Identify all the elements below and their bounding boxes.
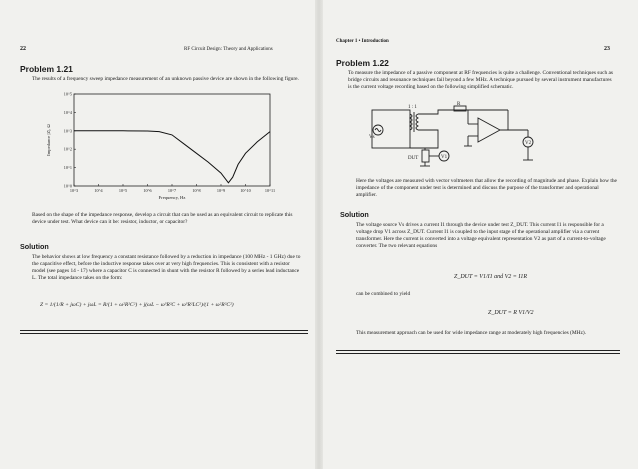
right-equation-1: Z_DUT = V1/I1 and V2 = I1R (454, 274, 527, 280)
schematic-ratio-label: 1 : 1 (408, 105, 417, 110)
x-tick-label: 10^11 (264, 188, 276, 193)
y-tick-label: 10^3 (63, 128, 72, 134)
right-after-schematic-text: Here the voltages are measured with vector voltmeters that allow the recording of magnitude and phase. Explain how the impedance of the component under test is determined and discuss the purpose of the transformer and operational amplifier. (356, 178, 617, 198)
left-equation: Z = 1/(1/R + jωC) + jωL = R/(1 + ω²R²C²) + j(ωL − ω³R²C + ω³R²LC²)/(1 + ω²R²C²) (40, 302, 234, 308)
right-footer-rule-2 (336, 353, 620, 354)
schematic-v1-label: V1 (441, 155, 448, 160)
left-footer-rule (20, 330, 308, 331)
right-solution-heading: Solution (340, 210, 369, 219)
right-equation-2: Z_DUT = R V1/V2 (488, 310, 534, 316)
left-question-text: Based on the shape of the impedance response, develop a circuit that can be used as an equivalent circuit to replicate this device under test. What device can it be: resistor, inductor, or capacitor? (32, 212, 293, 225)
plot-frame (74, 94, 270, 186)
schematic-r-label: R (457, 102, 461, 107)
left-footer-rule-2 (20, 333, 308, 334)
y-tick-label: 10^0 (63, 183, 72, 189)
gutter (315, 0, 323, 469)
right-page-number: 23 (604, 46, 610, 52)
x-tick-label: 10^8 (192, 188, 201, 193)
schematic-dut-label: DUT (408, 156, 419, 161)
left-solution-heading: Solution (20, 242, 49, 251)
right-intro-text: To measure the impedance of a passive component at RF frequencies is quite a challenge. Conventional techniques such as bridge circuits and resonance techniques fail beyond a few MHz. A technique pursued by several instrument manufactures is the current voltage recording based on the following simplified schematic. (348, 70, 614, 90)
left-problem-title: Problem 1.21 (20, 64, 73, 74)
y-axis-label: Impedance |Z|, Ω (46, 124, 51, 156)
right-chapter-head: Chapter 1 • Introduction (336, 39, 389, 44)
y-tick-label: 10^4 (63, 109, 72, 115)
schematic-vs-label: Vs (369, 135, 375, 140)
impedance-curve (74, 131, 270, 183)
y-tick-label: 10^1 (63, 165, 72, 171)
x-tick-label: 10^5 (118, 188, 128, 193)
x-tick-label: 10^3 (69, 188, 79, 193)
x-tick-label: 10^10 (240, 188, 251, 193)
right-problem-title: Problem 1.22 (336, 58, 389, 68)
y-tick-label: 10^5 (63, 91, 72, 97)
x-tick-label: 10^4 (94, 188, 103, 193)
x-tick-label: 10^6 (143, 188, 152, 193)
schematic (368, 100, 568, 172)
left-running-head: RF Circuit Design: Theory and Applications (184, 47, 273, 52)
impedance-chart (40, 90, 290, 208)
left-intro-text: The results of a frequency sweep impedance measurement of an unknown passive device are shown in the following figure. (32, 76, 299, 82)
schematic-v2-label: V2 (525, 141, 532, 146)
right-combine-text: can be combined to yield (356, 291, 411, 297)
right-closing-text: This measurement approach can be used for wide impedance range at moderately high frequencies (MHz). (356, 330, 587, 336)
x-tick-label: 10^7 (167, 188, 177, 193)
x-tick-label: 10^9 (216, 188, 226, 193)
left-page-number: 22 (20, 46, 26, 52)
right-solution-text: The voltage source Vs drives a current I1 through the device under test Z_DUT. This current I1 is responsible for a voltage drop V1 across Z_DUT. Current I1 is coupled to the input stage of the operational amplifier via a current transformer. Here the current is converted into a voltage equivalent representation V2 as part of a current-to-voltage converter. The two relevant equations (356, 222, 606, 249)
right-footer-rule (336, 350, 620, 351)
left-solution-text: The behavior shows at low frequency a constant resistance followed by a reduction in impedance (100 MHz - 1 GHz) due to the capacitive effect, before the inductive response takes over at very high frequencies. This is consistent with a resistor model (see pages 14 - 17) where a capacitor C is connected in shunt with the resistor R followed by a series lead inductance L. The total impedance takes on the form: (32, 254, 301, 281)
y-tick-label: 10^2 (63, 146, 72, 152)
x-axis-label: Frequency, Hz (158, 195, 186, 200)
